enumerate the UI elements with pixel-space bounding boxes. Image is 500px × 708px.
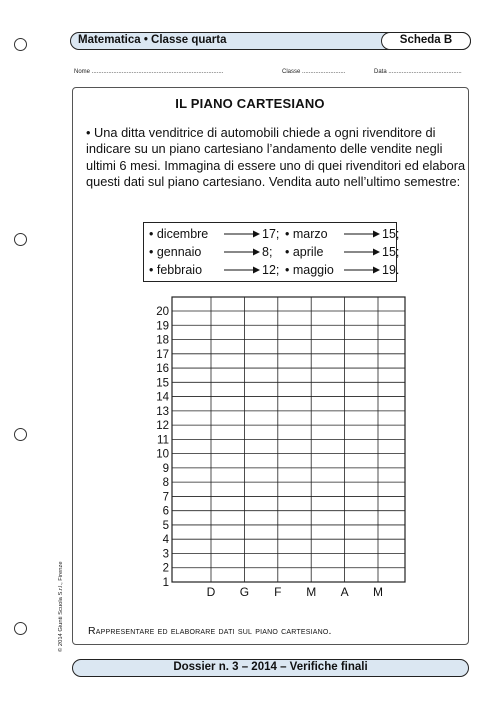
name-field[interactable]: Nome ...............................................................................: [74, 69, 224, 75]
y-tick-label: 9: [162, 462, 169, 475]
y-tick-label: 12: [156, 420, 169, 433]
y-tick-label: 14: [156, 391, 169, 404]
x-tick-label: A: [340, 585, 349, 599]
month-value: 15;: [382, 227, 400, 241]
y-tick-label: 15: [156, 377, 169, 390]
month-label: • aprile: [285, 245, 324, 259]
month-value: 15;: [382, 245, 400, 259]
y-tick-label: 18: [156, 334, 169, 347]
y-tick-label: 3: [162, 548, 169, 561]
month-value: 17;: [262, 227, 280, 241]
x-tick-label: D: [206, 585, 216, 599]
x-tick-label: M: [306, 585, 317, 599]
y-tick-label: 4: [162, 534, 169, 547]
date-field[interactable]: Data ............................................: [374, 69, 462, 75]
y-tick-label: 5: [162, 519, 169, 532]
sheet-label: Scheda B: [399, 34, 453, 46]
y-tick-label: 11: [157, 434, 169, 447]
month-label: • maggio: [285, 263, 334, 277]
y-tick-label: 6: [162, 505, 169, 518]
y-tick-label: 8: [162, 477, 169, 490]
month-label: • marzo: [285, 227, 328, 241]
class-field[interactable]: Classe ..........................: [282, 69, 346, 75]
month-label: • gennaio: [149, 245, 202, 259]
y-tick-label: 10: [156, 448, 169, 461]
month-label: • dicembre: [149, 227, 209, 241]
y-tick-label: 7: [162, 491, 169, 504]
y-tick-label: 16: [156, 363, 169, 376]
footer-label: Dossier n. 3 – 2014 – Verifiche finali: [173, 661, 368, 673]
x-tick-label: M: [373, 585, 383, 599]
y-tick-label: 2: [162, 562, 169, 575]
copyright-text: © 2014 Giunti Scuola S.r.l., Firenze: [58, 561, 64, 652]
x-tick-label: G: [239, 585, 250, 599]
instructions-text: • Una ditta venditrice di automobili chiede a ogni rivenditore di indicare su un piano cartesiano l’andamento delle vendite negli ultimi 6 mesi. Immagina di essere uno di quei rivenditori ed elabora questi dati sul piano cartesiano. Vendita auto nell’ultimo semestre:: [86, 125, 466, 190]
page-title: IL PIANO CARTESIANO: [175, 96, 325, 111]
month-value: 12;: [262, 263, 280, 277]
objective-note: Rappresentare ed elaborare dati sul piano cartesiano.: [88, 625, 332, 637]
month-value: 8;: [262, 245, 273, 259]
y-tick-label: 20: [156, 306, 169, 318]
x-tick-label: F: [274, 585, 282, 599]
y-tick-label: 19: [156, 320, 169, 333]
y-tick-label: 1: [162, 577, 169, 589]
y-tick-label: 13: [156, 405, 169, 418]
y-tick-label: 17: [156, 348, 169, 361]
subject-label: Matematica • Classe quarta: [78, 34, 227, 46]
month-label: • febbraio: [149, 263, 203, 277]
month-value: 19.: [382, 263, 400, 277]
footer-bar: [72, 659, 469, 677]
